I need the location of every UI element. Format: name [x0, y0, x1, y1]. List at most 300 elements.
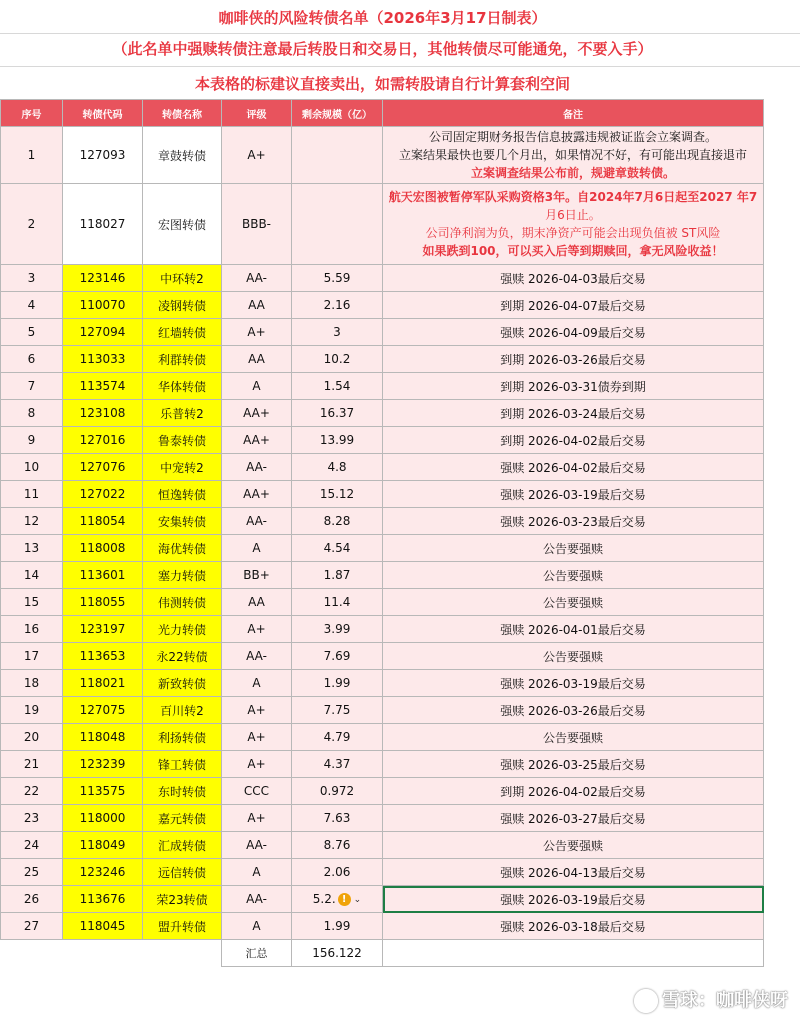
cell-code[interactable]: [63, 562, 143, 589]
cell-name[interactable]: [143, 805, 222, 832]
cell-code[interactable]: [63, 751, 143, 778]
cell-size[interactable]: [292, 265, 383, 292]
cell-size[interactable]: [292, 805, 383, 832]
cell-size[interactable]: [292, 319, 383, 346]
cell-note-text: 强赎 2026-03-27最后交易: [500, 811, 646, 826]
cell-code-text: 127094: [79, 325, 126, 339]
cell-name-text: 利群转债: [157, 352, 206, 367]
cell-no[interactable]: [1, 616, 63, 643]
table-row: [1, 292, 764, 319]
cell-no-text: 11: [23, 487, 40, 501]
cell-code[interactable]: [63, 292, 143, 319]
cell-size-text: 7.69: [323, 649, 351, 663]
cell-name-text: 利扬转债: [157, 730, 206, 745]
cell-name[interactable]: [143, 481, 222, 508]
cell-size-text: 3: [333, 325, 341, 339]
cell-rating-text: CCC: [243, 784, 270, 798]
cell-rating-text: AA: [248, 298, 265, 312]
cell-note[interactable]: [383, 427, 764, 454]
cell-name-text: 乐普转2: [160, 406, 204, 421]
cell-no-text: 18: [23, 676, 40, 690]
cell-size-text: 2.16: [323, 298, 351, 312]
cell-note[interactable]: [383, 670, 764, 697]
cell-no[interactable]: [1, 508, 63, 535]
cell-size[interactable]: [292, 400, 383, 427]
cell-code-text: 123246: [79, 865, 126, 879]
cell-rating-text: AA: [248, 352, 265, 366]
cell-code[interactable]: [63, 265, 143, 292]
cell-size-text: 10.2: [323, 352, 351, 366]
cell-code[interactable]: [63, 346, 143, 373]
cell-code[interactable]: [63, 859, 143, 886]
cell-size[interactable]: [292, 697, 383, 724]
table-row: [1, 535, 764, 562]
cell-name[interactable]: [143, 400, 222, 427]
cell-code[interactable]: [63, 643, 143, 670]
cell-no-text: 12: [23, 514, 40, 528]
cell-name[interactable]: [143, 670, 222, 697]
cell-no-text: 15: [23, 595, 40, 609]
cell-code-text: 118049: [79, 838, 126, 852]
cell-rating[interactable]: [222, 508, 292, 535]
cell-code[interactable]: [63, 697, 143, 724]
cell-name[interactable]: [143, 535, 222, 562]
cell-note-text: 公告要强赎: [542, 541, 603, 556]
cell-rating[interactable]: [222, 373, 292, 400]
table-row: [1, 454, 764, 481]
header-name[interactable]: 转债名称: [143, 100, 222, 127]
cell-name-text: 光力转债: [157, 622, 206, 637]
cell-name[interactable]: [143, 319, 222, 346]
header-note[interactable]: 备注: [383, 100, 764, 127]
cell-name[interactable]: [143, 751, 222, 778]
cell-no[interactable]: [1, 265, 63, 292]
cell-no[interactable]: [1, 805, 63, 832]
cell-name[interactable]: [143, 913, 222, 940]
cell-note[interactable]: [383, 886, 764, 913]
cell-rating[interactable]: [222, 589, 292, 616]
cell-code-text: 123146: [79, 271, 126, 285]
cell-rating[interactable]: [222, 724, 292, 751]
cell-rating-text: A+: [247, 811, 266, 825]
cell-size[interactable]: [292, 616, 383, 643]
cell-no[interactable]: [1, 913, 63, 940]
cell-size[interactable]: [292, 643, 383, 670]
table-row: [1, 751, 764, 778]
cell-no[interactable]: [1, 670, 63, 697]
cell-no[interactable]: 2: [1, 184, 63, 265]
cell-note[interactable]: [383, 535, 764, 562]
cell-note[interactable]: [383, 832, 764, 859]
cell-code-text: 118000: [79, 811, 126, 825]
cell-code-text: 118054: [79, 514, 126, 528]
cell-name-text: 华体转债: [157, 379, 206, 394]
cell-size[interactable]: [292, 508, 383, 535]
cell-note[interactable]: [383, 643, 764, 670]
cell-name-text: 安集转债: [157, 514, 206, 529]
cell-name[interactable]: [143, 697, 222, 724]
table-row: [1, 562, 764, 589]
cell-note-text: 到期 2026-03-31债券到期: [500, 379, 646, 394]
cell-note-text: 强赎 2026-03-18最后交易: [500, 919, 646, 934]
cell-rating[interactable]: [222, 643, 292, 670]
cell-name[interactable]: [143, 643, 222, 670]
table-row: [1, 508, 764, 535]
cell-note-text: 强赎 2026-03-19最后交易: [500, 487, 646, 502]
cell-rating[interactable]: [222, 697, 292, 724]
cell-name[interactable]: [143, 589, 222, 616]
cell-name-text: 恒逸转债: [157, 487, 206, 502]
cell-size-text: 16.37: [319, 406, 355, 420]
cell-size[interactable]: [292, 292, 383, 319]
cell-size-text: 8.76: [323, 838, 351, 852]
cell-name-text: 荣23转债: [156, 892, 208, 907]
cell-size-text: 15.12: [319, 487, 355, 501]
cell-note-text: 强赎 2026-03-25最后交易: [500, 757, 646, 772]
cell-name[interactable]: [143, 346, 222, 373]
cell-rating[interactable]: [222, 535, 292, 562]
cell-rating-text: A+: [247, 730, 266, 744]
header-code[interactable]: 转债代码: [63, 100, 143, 127]
cell-note[interactable]: [383, 292, 764, 319]
cell-no-text: 23: [23, 811, 40, 825]
cell-note-text: 强赎 2026-04-01最后交易: [500, 622, 646, 637]
cell-rating-text: AA-: [246, 892, 267, 906]
cell-rating[interactable]: [222, 562, 292, 589]
cell-note[interactable]: [383, 127, 764, 184]
cell-size-text: 1.87: [323, 568, 351, 582]
cell-no[interactable]: [1, 454, 63, 481]
table-row: [1, 778, 764, 805]
cell-rating[interactable]: BBB-: [222, 184, 292, 265]
cell-note[interactable]: [383, 319, 764, 346]
cell-no[interactable]: [1, 859, 63, 886]
cell-note-text: 强赎 2026-04-13最后交易: [500, 865, 646, 880]
cell-rating[interactable]: [222, 670, 292, 697]
table-row: [1, 805, 764, 832]
cell-no[interactable]: [1, 751, 63, 778]
table-row: [1, 886, 764, 913]
cell-no[interactable]: [1, 373, 63, 400]
cell-rating-text: A: [252, 919, 261, 933]
cell-size[interactable]: [292, 427, 383, 454]
cell-code[interactable]: [63, 319, 143, 346]
cell-name-text: 塞力转债: [157, 568, 206, 583]
cell-note[interactable]: [383, 508, 764, 535]
bond-table: [0, 99, 764, 967]
cell-name-text: 中宠转2: [160, 460, 204, 475]
cell-rating-text: A: [252, 541, 261, 555]
cell-code[interactable]: [63, 400, 143, 427]
cell-name[interactable]: 章鼓转债: [143, 127, 222, 184]
table-row: [1, 724, 764, 751]
cell-name[interactable]: [143, 859, 222, 886]
cell-code[interactable]: [63, 373, 143, 400]
cell-note-text: 到期 2026-03-26最后交易: [500, 352, 646, 367]
cell-size[interactable]: [292, 670, 383, 697]
cell-size[interactable]: [292, 886, 383, 913]
cell-code-text: 118008: [79, 541, 126, 555]
cell-rating[interactable]: [222, 859, 292, 886]
cell-name-text: 东时转债: [157, 784, 206, 799]
cell-note[interactable]: [383, 373, 764, 400]
cell-no[interactable]: [1, 319, 63, 346]
cell-rating-text: A: [252, 379, 261, 393]
cell-size[interactable]: [292, 562, 383, 589]
cell-size[interactable]: [292, 454, 383, 481]
cell-code[interactable]: [63, 832, 143, 859]
cell-note[interactable]: [383, 184, 764, 265]
cell-name[interactable]: [143, 724, 222, 751]
cell-rating[interactable]: [222, 346, 292, 373]
cell-size-text: 4.79: [323, 730, 351, 744]
cell-note[interactable]: [383, 265, 764, 292]
cell-code[interactable]: [63, 778, 143, 805]
cell-size-text: 2.06: [323, 865, 351, 879]
cell-note[interactable]: [383, 724, 764, 751]
cell-name-text: 盟升转债: [157, 919, 206, 934]
table-row: [1, 859, 764, 886]
cell-name[interactable]: [143, 454, 222, 481]
table-row: [1, 346, 764, 373]
cell-rating-text: AA+: [243, 487, 270, 501]
cell-name-text: 鲁泰转债: [157, 433, 206, 448]
cell-name[interactable]: [143, 292, 222, 319]
cell-no[interactable]: [1, 562, 63, 589]
cell-no[interactable]: [1, 778, 63, 805]
table-header-row: [1, 100, 764, 127]
cell-rating[interactable]: [222, 913, 292, 940]
cell-no-text: 21: [23, 757, 40, 771]
total-value[interactable]: 156.122: [292, 940, 383, 967]
table-row: [1, 400, 764, 427]
cell-no[interactable]: [1, 292, 63, 319]
cell-note[interactable]: [383, 859, 764, 886]
cell-code[interactable]: [63, 535, 143, 562]
cell-name[interactable]: [143, 886, 222, 913]
cell-no-text: 27: [23, 919, 40, 933]
cell-name-text: 嘉元转债: [157, 811, 206, 826]
cell-rating[interactable]: [222, 751, 292, 778]
cell-name-text: 百川转2: [160, 703, 204, 718]
cell-name[interactable]: 宏图转债: [143, 184, 222, 265]
cell-name-text: 红墙转债: [157, 325, 206, 340]
cell-no[interactable]: [1, 481, 63, 508]
cell-code-text: 123108: [79, 406, 126, 420]
cell-name-text: 锋工转债: [157, 757, 206, 772]
cell-size[interactable]: [292, 127, 383, 184]
cell-size[interactable]: [292, 481, 383, 508]
cell-rating-text: AA+: [243, 406, 270, 420]
cell-code[interactable]: [63, 454, 143, 481]
empty-cell[interactable]: [383, 940, 764, 967]
cell-no-text: 13: [23, 541, 40, 555]
cell-name[interactable]: [143, 616, 222, 643]
cell-rating-text: AA-: [246, 838, 267, 852]
cell-code[interactable]: 127093: [63, 127, 143, 184]
cell-code[interactable]: [63, 589, 143, 616]
cell-code[interactable]: 118027: [63, 184, 143, 265]
chevron-down-icon[interactable]: ⌄: [353, 894, 362, 905]
sheet-title: 咖啡侠的风险转债名单（2026年3月17日制表）: [218, 9, 547, 27]
cell-size[interactable]: [292, 346, 383, 373]
cell-name[interactable]: [143, 562, 222, 589]
cell-size[interactable]: [292, 589, 383, 616]
table-row: [1, 697, 764, 724]
cell-size-text: 1.54: [323, 379, 351, 393]
cell-size[interactable]: [292, 373, 383, 400]
cell-code[interactable]: [63, 805, 143, 832]
cell-note[interactable]: [383, 454, 764, 481]
cell-no[interactable]: [1, 400, 63, 427]
note-line: 月6日止。: [545, 208, 601, 222]
cell-note[interactable]: [383, 481, 764, 508]
cell-rating[interactable]: [222, 481, 292, 508]
cell-size-text: 4.8: [327, 460, 347, 474]
cell-rating-text: A+: [247, 622, 266, 636]
cell-rating[interactable]: [222, 265, 292, 292]
warning-icon[interactable]: !: [338, 893, 351, 906]
cell-code[interactable]: [63, 427, 143, 454]
cell-note[interactable]: [383, 778, 764, 805]
cell-name[interactable]: [143, 373, 222, 400]
header-no[interactable]: 序号: [1, 100, 63, 127]
cell-size[interactable]: [292, 724, 383, 751]
cell-size[interactable]: [292, 535, 383, 562]
cell-note[interactable]: [383, 346, 764, 373]
cell-size[interactable]: [292, 859, 383, 886]
cell-name-text: 伟测转债: [157, 595, 206, 610]
cell-rating-text: A+: [247, 703, 266, 717]
cell-name-text: 新致转债: [157, 676, 206, 691]
cell-note[interactable]: [383, 400, 764, 427]
cell-no[interactable]: [1, 427, 63, 454]
cell-no-text: 17: [23, 649, 40, 663]
cell-note[interactable]: [383, 616, 764, 643]
cell-code-text: 113601: [79, 568, 126, 582]
cell-no[interactable]: [1, 346, 63, 373]
cell-rating[interactable]: [222, 292, 292, 319]
cell-size-text: 4.37: [323, 757, 351, 771]
cell-size[interactable]: [292, 184, 383, 265]
cell-rating[interactable]: [222, 832, 292, 859]
cell-rating-text: A+: [247, 325, 266, 339]
cell-code[interactable]: [63, 670, 143, 697]
cell-no-text: 19: [23, 703, 40, 717]
cell-name[interactable]: [143, 508, 222, 535]
cell-code-text: 127076: [79, 460, 126, 474]
cell-rating[interactable]: [222, 400, 292, 427]
cell-name[interactable]: [143, 265, 222, 292]
cell-name[interactable]: [143, 778, 222, 805]
cell-no-text: 6: [27, 352, 36, 366]
cell-note-text: 到期 2026-04-07最后交易: [500, 298, 646, 313]
cell-code[interactable]: [63, 913, 143, 940]
cell-size[interactable]: [292, 751, 383, 778]
total-label[interactable]: 汇总: [222, 940, 292, 967]
total-row: [1, 940, 764, 967]
cell-name-text: 远信转债: [157, 865, 206, 880]
cell-size-text: 11.4: [323, 595, 351, 609]
note-line-highlight: 立案调查结果公布前，规避章鼓转债。: [470, 166, 675, 180]
cell-code-text: 127016: [79, 433, 126, 447]
cell-size[interactable]: [292, 778, 383, 805]
cell-size-text: 4.54: [323, 541, 351, 555]
cell-no-text: 26: [23, 892, 40, 906]
cell-note-text: 公告要强赎: [542, 568, 603, 583]
cell-no-text: 22: [23, 784, 40, 798]
cell-rating[interactable]: A+: [222, 127, 292, 184]
cell-size[interactable]: [292, 913, 383, 940]
cell-rating[interactable]: [222, 805, 292, 832]
cell-code-text: 110070: [79, 298, 126, 312]
note-line: 公司固定期财务报告信息披露违规被证监会立案调查。: [428, 130, 717, 144]
cell-size-text: 13.99: [319, 433, 355, 447]
cell-no[interactable]: [1, 697, 63, 724]
cell-rating-text: A: [252, 676, 261, 690]
cell-name-text: 海优转债: [157, 541, 206, 556]
cell-rating[interactable]: [222, 319, 292, 346]
note-line-highlight: 航天宏图被暂停军队采购资格3年。自2024年7月6日起至2027 年7: [388, 190, 758, 204]
table-row: [1, 265, 764, 292]
header-rating[interactable]: 评级: [222, 100, 292, 127]
table-row: [1, 643, 764, 670]
cell-no[interactable]: [1, 832, 63, 859]
cell-no[interactable]: [1, 886, 63, 913]
gridline: [0, 66, 800, 67]
cell-note[interactable]: [383, 751, 764, 778]
table-row: [1, 913, 764, 940]
cell-no[interactable]: 1: [1, 127, 63, 184]
cell-rating[interactable]: [222, 454, 292, 481]
cell-note[interactable]: [383, 589, 764, 616]
cell-code[interactable]: [63, 616, 143, 643]
cell-rating[interactable]: [222, 886, 292, 913]
cell-size[interactable]: [292, 832, 383, 859]
cell-no[interactable]: [1, 535, 63, 562]
empty-cell: [63, 940, 143, 967]
cell-name[interactable]: [143, 427, 222, 454]
cell-note-text: 强赎 2026-03-23最后交易: [500, 514, 646, 529]
cell-no[interactable]: [1, 643, 63, 670]
cell-note[interactable]: [383, 805, 764, 832]
cell-note[interactable]: [383, 697, 764, 724]
table-row: [1, 670, 764, 697]
cell-code[interactable]: [63, 508, 143, 535]
cell-code[interactable]: [63, 886, 143, 913]
cell-no[interactable]: [1, 724, 63, 751]
cell-note[interactable]: [383, 913, 764, 940]
cell-code[interactable]: [63, 481, 143, 508]
cell-note[interactable]: [383, 562, 764, 589]
cell-note-text: 强赎 2026-03-19最后交易: [500, 892, 646, 907]
cell-rating[interactable]: [222, 778, 292, 805]
cell-rating[interactable]: [222, 616, 292, 643]
note-line: 立案结果最快也要几个月出，如果情况不好，有可能出现直接退市: [398, 148, 747, 162]
cell-code[interactable]: [63, 724, 143, 751]
cell-no[interactable]: [1, 589, 63, 616]
cell-no-text: 20: [23, 730, 40, 744]
cell-note-text: 强赎 2026-03-26最后交易: [500, 703, 646, 718]
cell-code-text: 127075: [79, 703, 126, 717]
cell-size-text: 5.59: [323, 271, 351, 285]
cell-name[interactable]: [143, 832, 222, 859]
cell-note-text: 公告要强赎: [542, 730, 603, 745]
cell-rating[interactable]: [222, 427, 292, 454]
cell-code-text: 118045: [79, 919, 126, 933]
header-size[interactable]: 剩余规模（亿）: [292, 100, 383, 127]
cell-no-text: 25: [23, 865, 40, 879]
